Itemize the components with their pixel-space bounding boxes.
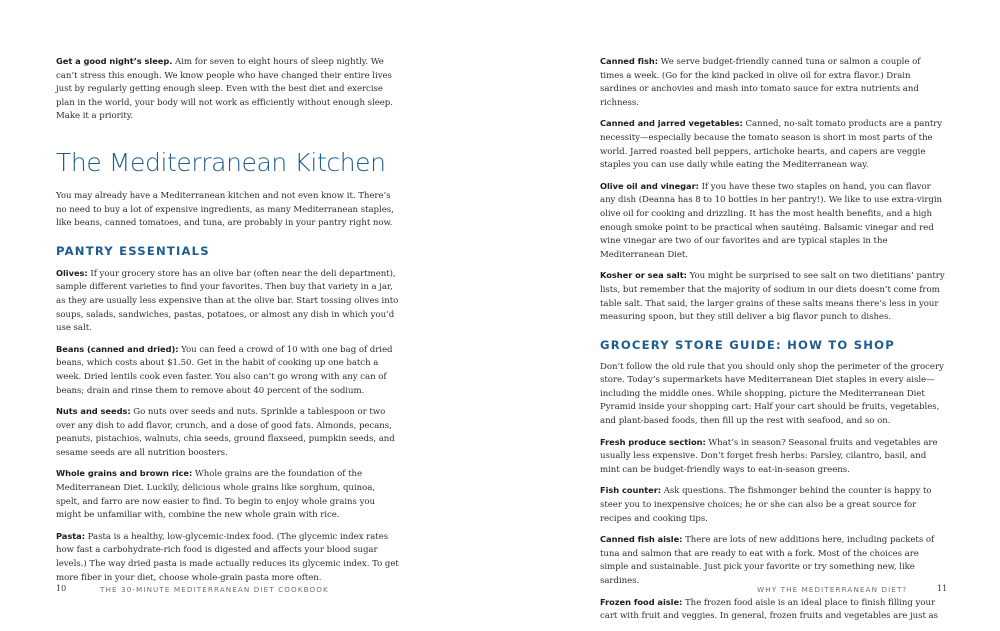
entry-lead: Fresh produce section: [600, 436, 706, 447]
entry-text: Whole grains are the foundation of the Mediterranean Diet. Luckily, delicious whole grains like sorghum, quinoa, spelt, and farro are now easier to find. To begin to enjoy whole grains you might be unfamiliar with, combine the new whole grain with rice. [56, 469, 375, 521]
entry-canned-fish-aisle [600, 533, 945, 588]
entry-lead: Canned fish: [600, 56, 658, 66]
entry-nuts-seeds [56, 405, 399, 460]
left-column [56, 55, 399, 592]
entry-lead: Canned fish aisle: [600, 534, 683, 545]
grocery-guide-heading: GROCERY STORE GUIDE: HOW TO SHOP [600, 337, 895, 352]
entry-text: The frozen food aisle is an ideal place to finish filling your cart with fruit and veggies. In general, frozen fruits and vegetables are just as [600, 597, 938, 622]
entry-lead: Fish counter: [600, 485, 662, 496]
left-running-head: THE 30-MINUTE MEDITERRANEAN DIET COOKBOOK [100, 585, 329, 594]
entry-lead: Nuts and seeds: [56, 406, 131, 417]
entry-olives [56, 267, 399, 336]
entry-canned-fish [600, 55, 945, 110]
left-page-number: 10 [56, 584, 67, 593]
entry-kosher-salt [600, 269, 945, 324]
entry-text: If you have these two staples on hand, you can flavor any dish (Deanna has 8 to 10 bottles in her pantry!). We like to use extra-virgin olive oil for cooking and drizzling. It has the most health benefits, and a high enough smoke point to be practical when sautéing. Balsamic vinegar and red wine vinegar are two of our favorites and are typical staples in the Mediterranean Diet. [600, 181, 943, 260]
chapter-intro: You may already have a Mediterranean kitchen and not even know it. There’s no need to buy a lot of expensive ingredients, as many Mediterranean staples, like beans, canned tomatoes, and tuna, are probably in your pantry right now. [56, 190, 394, 229]
entry-fresh-produce [600, 436, 945, 478]
entry-text: Ask questions. The fishmonger behind the counter is happy to steer you to inexpensive choices; he or she can also be a great source for recipes and cooking tips. [600, 486, 932, 524]
entry-fish-counter [600, 484, 945, 526]
entry-lead: Beans (canned and dried): [56, 343, 179, 354]
right-column [600, 55, 948, 631]
entry-text: You can feed a crowd of 10 with one bag of dried beans, which costs about $1.50. Get in the habit of cooking up one batch a week. Dried lentils cook even faster. You also can’t go wrong with any can of beans; drain and rinse them to remove about 40 percent of the sodium. [56, 344, 393, 396]
entry-lead: Kosher or sea salt: [600, 270, 687, 281]
sleep-lead: Get a good night’s sleep. [56, 56, 173, 66]
grocery-guide-intro: Don’t follow the old rule that you should only shop the perimeter of the grocery store. Today’s supermarkets have Mediterranean Diet staples in every aisle—including the middle ones. While shopping, picture the Mediterranean Diet Pyramid inside your shopping cart: Half your cart should be fruits, vegetables, and plant-based foods, then fill up the rest with seafood, and so on. [600, 361, 944, 427]
entry-lead: Pasta: [56, 530, 85, 541]
entry-lead: Frozen food aisle: [600, 596, 683, 607]
sleep-paragraph [56, 55, 399, 124]
entry-lead: Whole grains and brown rice: [56, 468, 193, 479]
entry-text: Go nuts over seeds and nuts. Sprinkle a tablespoon or two over any dish to add flavor, crunch, and a dose of good fats. Almonds, pecans, peanuts, pistachios, walnuts, chia seeds, ground flaxseed, pumpkin seeds, and sesame seeds are all nutrition boosters. [56, 407, 395, 458]
entry-lead: Olive oil and vinegar: [600, 180, 699, 191]
entry-text: If your grocery store has an olive bar (often near the deli department), sample different varieties to find your favorites. Then buy that variety in a jar, as they are usually less expensive than at the olive bar. Start tossing olives into soups, salads, sandwiches, pastas, potatoes, or almost any dish in which you’d use salt. [56, 268, 399, 334]
right-running-head: WHY THE MEDITERRANEAN DIET? [757, 585, 908, 594]
chapter-title: The Mediterranean Kitchen [56, 147, 386, 177]
right-page-number: 11 [937, 584, 948, 593]
sleep-text: Aim for seven to eight hours of sleep nightly. We can’t stress this enough. We know people who have changed their entire lives just by regularly getting enough sleep. Even with the best diet and exercise plan in the world, your body will not work as efficiently without enough sleep. Make it a priority. [56, 57, 393, 122]
entry-lead: Olives: [56, 267, 88, 278]
entry-beans [56, 343, 399, 398]
entry-whole-grains [56, 467, 399, 522]
entry-canned-vegetables [600, 117, 945, 172]
entry-frozen-food-aisle [600, 596, 945, 624]
entry-pasta [56, 530, 399, 585]
entry-text: We serve budget-friendly canned tuna or salmon a couple of times a week. (Go for the kind packed in olive oil for extra flavor.) Drain sardines or anchovies and mash into tomato sauce for extra nutrients and richness. [600, 57, 921, 108]
entry-text: Pasta is a healthy, low-glycemic-index food. (The glycemic index rates how fast a carbohydrate-rich food is digested and affects your blood sugar levels.) The way dried pasta is made actually reduces its glycemic index. To get more fiber in your diet, choose whole-grain pasta more often. [56, 531, 399, 583]
pantry-essentials-heading: PANTRY ESSENTIALS [56, 243, 210, 258]
entry-text: You might be surprised to see salt on two dietitians’ pantry lists, but remember that the majority of sodium in our diets doesn’t come from table salt. That said, the larger grains of these salts means there’s less in your measuring spoon, but they still deliver a big flavor punch to dishes. [600, 271, 945, 323]
entry-text: Canned, no-salt tomato products are a pantry necessity—especially because the tomato season is short in most parts of the world. Jarred roasted bell peppers, artichoke hearts, and capers are veggie staples you can use daily while eating the Mediterranean way. [600, 119, 943, 171]
entry-lead: Canned and jarred vegetables: [600, 118, 743, 129]
entry-text: What’s in season? Seasonal fruits and vegetables are usually less expensive. Don’t forget fresh herbs: Parsley, cilantro, basil, and mint can be budget-friendly ways to eat-in-season greens. [600, 437, 938, 475]
entry-text: There are lots of new additions here, including packets of tuna and salmon that are ready to eat with a fork. Most of the choices are simple and sustainable. Just pick your favorite or try something new, like sardines. [600, 535, 935, 586]
entry-olive-oil-vinegar [600, 180, 945, 263]
